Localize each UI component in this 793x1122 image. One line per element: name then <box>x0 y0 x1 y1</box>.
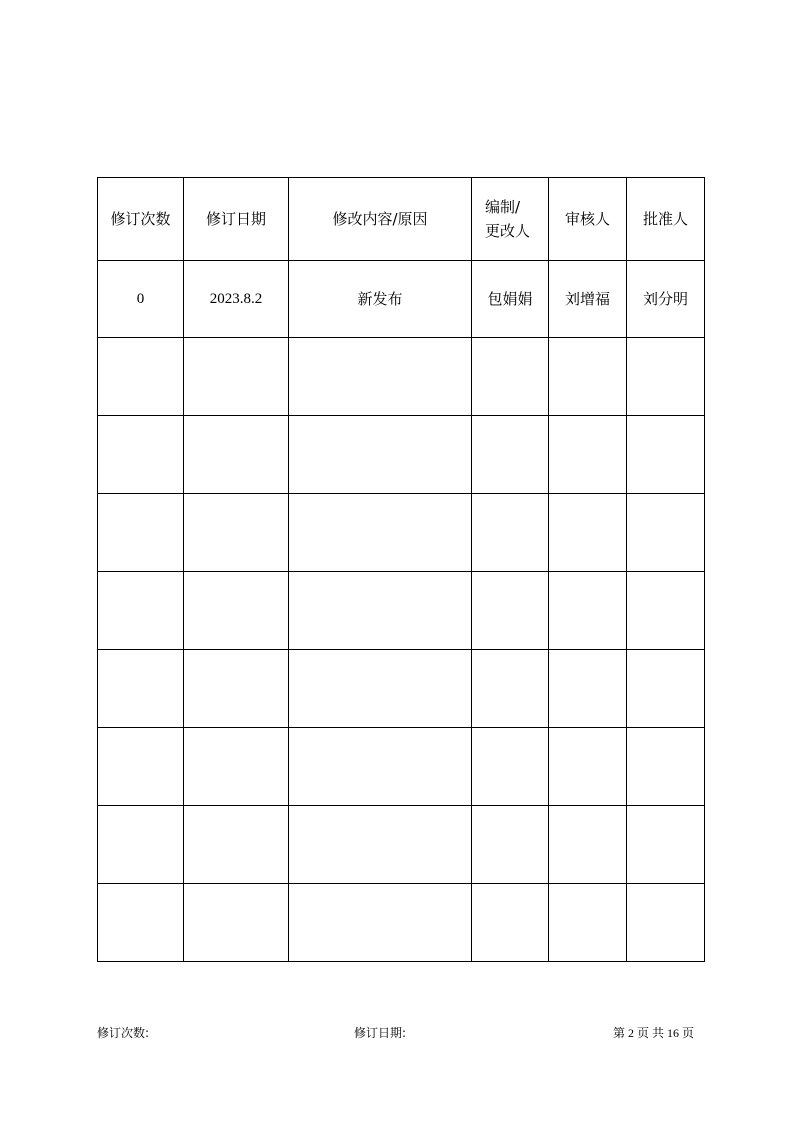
header-rev-no: 修订次数 <box>98 178 184 261</box>
cell-editor <box>472 494 549 572</box>
cell-rev-no <box>98 572 184 650</box>
cell-approver <box>627 494 705 572</box>
cell-editor <box>472 416 549 494</box>
cell-content <box>289 416 472 494</box>
cell-reviewer <box>549 572 627 650</box>
cell-rev-date <box>184 650 289 728</box>
cell-approver <box>627 338 705 416</box>
cell-rev-date <box>184 572 289 650</box>
cell-reviewer <box>549 338 627 416</box>
header-editor-line1: 编制/ <box>485 198 521 216</box>
cell-editor <box>472 572 549 650</box>
cell-reviewer <box>549 884 627 962</box>
header-rev-date: 修订日期 <box>184 178 289 261</box>
page-word-page: 页 <box>637 1026 650 1040</box>
cell-reviewer: 刘增福 <box>549 261 627 338</box>
cell-approver <box>627 728 705 806</box>
cell-approver <box>627 884 705 962</box>
cell-rev-no <box>98 806 184 884</box>
table-row <box>98 494 705 572</box>
header-editor <box>472 178 549 261</box>
page-word-suffix: 页 <box>682 1026 695 1040</box>
page-word-prefix: 第 <box>613 1026 626 1040</box>
table-row <box>98 806 705 884</box>
cell-content <box>289 728 472 806</box>
header-content: 修改内容/原因 <box>289 178 472 261</box>
table-row <box>98 338 705 416</box>
cell-rev-date: 2023.8.2 <box>184 261 289 338</box>
header-approver: 批准人 <box>627 178 705 261</box>
footer-rev-date-label: 修订日期: <box>354 1026 407 1040</box>
cell-content <box>289 884 472 962</box>
cell-approver <box>627 650 705 728</box>
cell-reviewer <box>549 650 627 728</box>
page-current: 2 <box>628 1026 635 1040</box>
table-row <box>98 884 705 962</box>
cell-content <box>289 338 472 416</box>
cell-reviewer <box>549 416 627 494</box>
table-row <box>98 572 705 650</box>
cell-rev-date <box>184 494 289 572</box>
cell-editor <box>472 650 549 728</box>
footer-rev-no-label: 修订次数: <box>97 1026 150 1040</box>
cell-editor <box>472 806 549 884</box>
cell-rev-date <box>184 806 289 884</box>
cell-editor <box>472 338 549 416</box>
cell-rev-no <box>98 650 184 728</box>
header-reviewer: 审核人 <box>549 178 627 261</box>
cell-reviewer <box>549 728 627 806</box>
cell-reviewer <box>549 806 627 884</box>
page-word-total: 共 <box>652 1026 665 1040</box>
cell-rev-date <box>184 338 289 416</box>
cell-rev-no <box>98 728 184 806</box>
cell-rev-date <box>184 416 289 494</box>
cell-reviewer <box>549 494 627 572</box>
cell-content <box>289 572 472 650</box>
table-header-row <box>98 178 705 261</box>
cell-approver <box>627 806 705 884</box>
revision-history-table <box>97 177 705 962</box>
cell-editor <box>472 884 549 962</box>
table-row <box>98 261 705 338</box>
footer-page-number <box>613 1024 694 1041</box>
cell-content <box>289 806 472 884</box>
cell-rev-no <box>98 494 184 572</box>
cell-editor <box>472 728 549 806</box>
table-row <box>98 650 705 728</box>
cell-approver <box>627 416 705 494</box>
table-row <box>98 416 705 494</box>
cell-content <box>289 494 472 572</box>
cell-rev-no <box>98 416 184 494</box>
page-total: 16 <box>667 1026 680 1040</box>
cell-content: 新发布 <box>289 261 472 338</box>
cell-content <box>289 650 472 728</box>
cell-rev-date <box>184 884 289 962</box>
cell-approver <box>627 572 705 650</box>
header-editor-line2: 更改人 <box>485 222 531 240</box>
cell-approver: 刘分明 <box>627 261 705 338</box>
cell-editor: 包娟娟 <box>472 261 549 338</box>
cell-rev-date <box>184 728 289 806</box>
cell-rev-no <box>98 338 184 416</box>
cell-rev-no <box>98 884 184 962</box>
table-row <box>98 728 705 806</box>
cell-rev-no: 0 <box>98 261 184 338</box>
